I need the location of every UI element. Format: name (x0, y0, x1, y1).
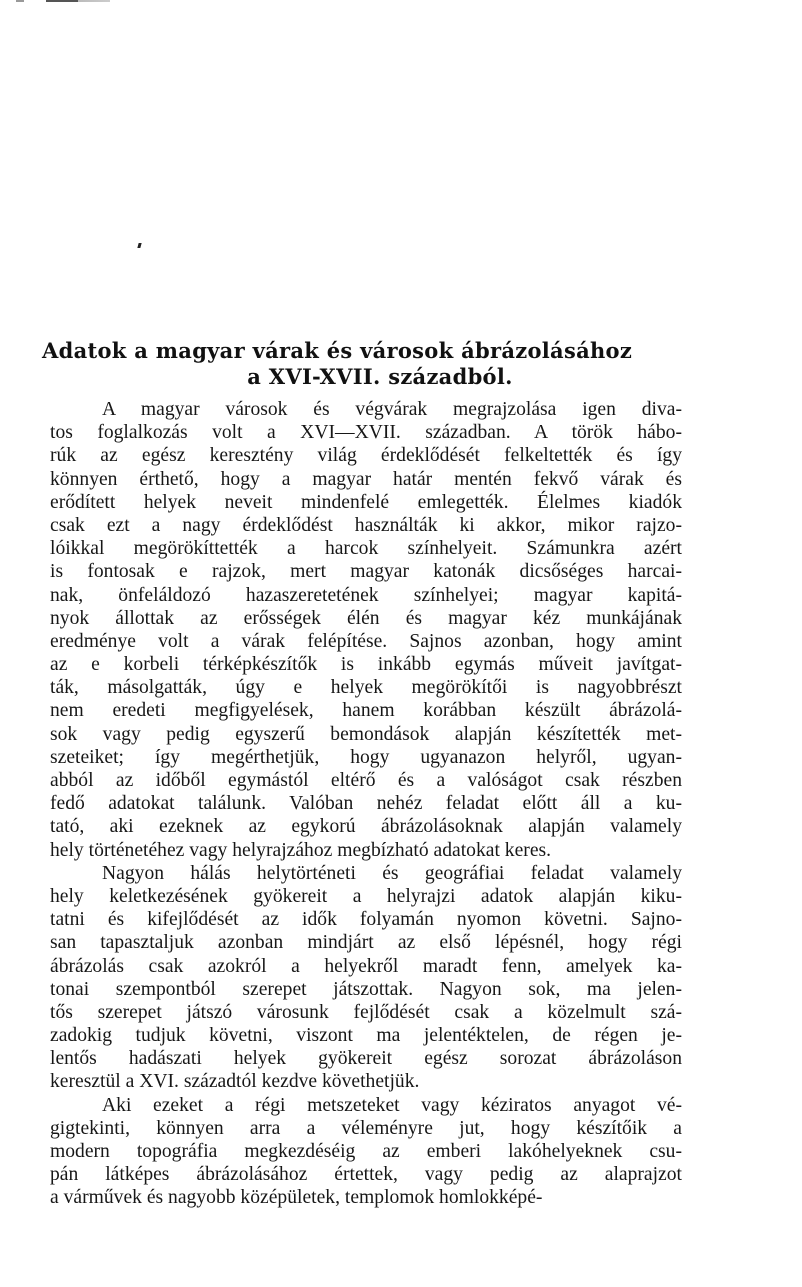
text-line: hely történetéhez vagy helyrajzához megbízható adatokat keres. (50, 839, 552, 861)
text-line: hely keletkezésének gyökereit a helyrajzi adatok alapján kiku- (50, 885, 682, 907)
text-line: sok vagy pedig egyszerű bemondások alapján készítették met- (50, 723, 682, 745)
text-line: tatni és kifejlődését az idők folyamán nyomon követni. Sajno- (50, 909, 682, 931)
text-line: nyok állottak az erősségek élén és magyar kéz munkájának (50, 607, 682, 629)
text-line: könnyen érthető, hogy a magyar határ mentén fekvő várak és (50, 468, 682, 490)
text-line: lentős hadászati helyek gyökereit egész sorozat ábrázoláson (50, 1048, 682, 1070)
top-rule (46, 0, 110, 2)
text-line: nak, önfeláldozó hazaszeretetének színhelyei; magyar kapitá- (50, 584, 682, 606)
text-line: modern topográfia megkezdéséig az emberi lakóhelyeknek csu- (50, 1141, 682, 1162)
text-line: az e korbeli térképkészítők is inkább egymás műveit javítgat- (50, 654, 682, 676)
text-line: lóikkal megörökíttették a harcok színhelyeit. Számunkra azért (50, 538, 682, 560)
article-title (40, 338, 720, 390)
paragraph (50, 862, 682, 1094)
text-line: ták, másolgatták, úgy e helyek megörökítői is nagyobbrészt (50, 677, 682, 699)
paragraph (50, 398, 682, 862)
text-line: tős szerepet játszó városunk fejlődését csak a közelmult szá- (50, 1001, 682, 1023)
text-line: is fontosak e rajzok, mert magyar katonák dicsőséges harcai- (50, 561, 682, 583)
text-line: keresztül a XVI. századtól kezdve követhetjük. (50, 1071, 420, 1093)
text-line: gigtekinti, könnyen arra a véleményre jut, hogy készítőik a (50, 1117, 682, 1139)
text-line: fedő adatokat találunk. Valóban nehéz feladat előtt áll a ku- (50, 793, 682, 815)
text-line: tató, aki ezeknek az egykorú ábrázolásoknak alapján valamely (50, 816, 682, 838)
text-line: ábrázolás csak azokról a helyekről maradt fenn, amelyek ka- (50, 955, 682, 977)
paragraph (50, 1094, 682, 1210)
text-line: erődített helyek neveit mindenfelé emlegették. Élelmes kiadók (50, 491, 682, 513)
text-line: rúk az egész keresztény világ érdeklődését felkeltették és így (50, 445, 682, 467)
text-line: eredménye volt a várak felépítése. Sajnos azonban, hogy amint (50, 630, 682, 652)
text-line: tos foglalkozás volt a XVI—XVII. században. A török hábo- (50, 422, 682, 444)
title-line-1: Adatok a magyar várak és városok ábrázolásához (42, 338, 633, 364)
text-line: san tapasztaljuk azonban mindjárt az első lépésnél, hogy régi (50, 932, 682, 954)
text-line: szeteiket; így megérthetjük, hogy ugyanazon helyről, ugyan- (50, 746, 682, 768)
text-line: a várművek és nagyobb középületek, templomok homlokképé- (50, 1187, 543, 1209)
text-line: Nagyon hálás helytörténeti és geográfiai feladat valamely (102, 862, 682, 884)
text-line: abból az időből egymástól eltérő és a valóságot csak részben (50, 770, 682, 791)
scan-edge-mark (16, 0, 24, 2)
scan-speck (137, 243, 141, 248)
title-line-2: a XVI-XVII. századból. (247, 364, 513, 390)
article-body (50, 398, 682, 1210)
text-line: tonai szempontból szerepet játszottak. Nagyon sok, ma jelen- (50, 978, 682, 1000)
text-line: zadokig tudjuk követni, viszont ma jelentéktelen, de régen je- (50, 1025, 682, 1047)
text-line: A magyar városok és végvárak megrajzolása igen diva- (102, 399, 682, 420)
text-line: nem eredeti megfigyelések, hanem korábban készült ábrázolá- (50, 700, 682, 722)
text-line: Aki ezeket a régi metszeteket vagy kéziratos anyagot vé- (102, 1094, 682, 1116)
text-line: csak ezt a nagy érdeklődést használták ki akkor, mikor rajzo- (50, 514, 682, 536)
text-line: pán látképes ábrázolásához értettek, vagy pedig az alaprajzot (50, 1164, 682, 1186)
